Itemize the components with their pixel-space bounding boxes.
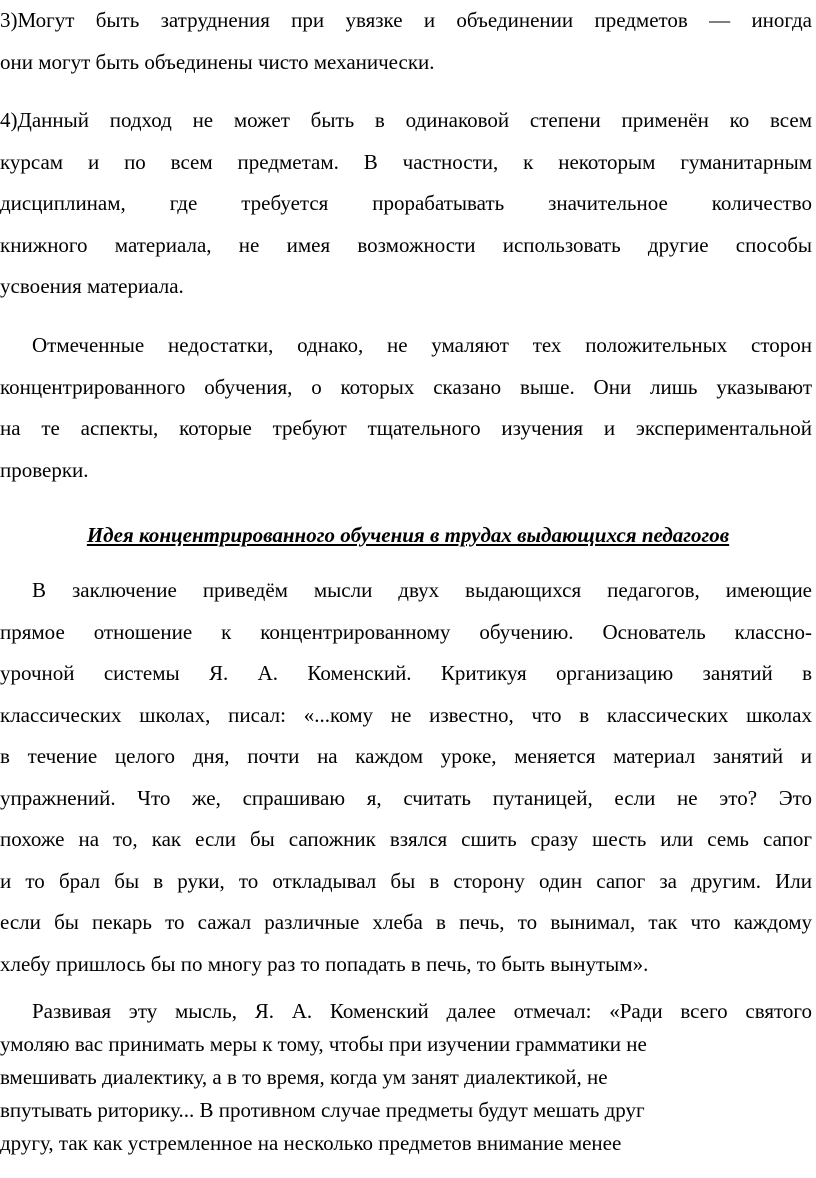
text-line: Развивая эту мысль, Я. А. Коменский далее отмечал: «Ради всего святого <box>32 999 812 1023</box>
text-line: 3)Могут быть затруднения при увязке и объединении предметов — иногда <box>0 8 812 32</box>
text-line: и то брал бы в руки, то откладывал бы в сторону один сапог за другим. Или <box>0 868 812 893</box>
paragraph-noted-drawbacks <box>0 325 812 491</box>
paragraph-difficulties-item-3 <box>0 0 812 83</box>
text-line: книжного материала, не имея возможности использовать другие способы <box>0 232 812 257</box>
text-line: умоляю вас принимать меры к тому, чтобы при изучении грамматики не <box>0 1032 647 1056</box>
text-line: они могут быть объединены чисто механически. <box>0 49 435 74</box>
text-line: усвоения материала. <box>0 274 184 298</box>
text-line: Отмеченные недостатки, однако, не умаляют тех положительных сторон <box>32 333 812 357</box>
text-line: на те аспекты, которые требуют тщательного изучения и экспериментальной <box>0 416 812 440</box>
text-line: если бы пекарь то сажал различные хлеба в печь, то вынимал, так что каждому <box>0 910 812 934</box>
text-line: хлебу пришлось бы по многу раз то попадать в печь, то быть вынутым». <box>0 951 649 976</box>
text-line: урочной системы Я. А. Коменский. Критикуя организацию занятий в <box>0 661 812 685</box>
text-line: прямое отношение к концентрированному обучению. Основатель классно- <box>0 619 812 644</box>
text-line: проверки. <box>0 457 89 482</box>
text-line: курсам и по всем предметам. В частности, к некоторым гуманитарным <box>0 149 812 174</box>
text-line: в течение целого дня, почти на каждом уроке, меняется материал занятий и <box>0 744 812 768</box>
text-line: вмешивать диалектику, а в то время, когда ум занят диалектикой, не <box>0 1065 608 1089</box>
text-line: концентрированного обучения, о которых сказано выше. Они лишь указывают <box>0 374 812 399</box>
section-heading: Идея концентрированного обучения в трудах выдающихся педагогов <box>86 523 730 547</box>
text-line: В заключение приведём мысли двух выдающихся педагогов, имеющие <box>32 578 812 602</box>
paragraph-comenius-continued <box>0 995 812 1160</box>
text-line: другу, так как устремленное на несколько предметов внимание менее <box>0 1131 622 1155</box>
paragraph-difficulties-item-4 <box>0 100 812 308</box>
text-line: впутывать риторику... В противном случае предметы будут мешать друг <box>0 1098 645 1122</box>
text-line: упражнений. Что же, спрашиваю я, считать путаницей, если не это? Это <box>0 785 812 810</box>
text-line: похоже на то, как если бы сапожник взялся сшить сразу шесть или семь сапог <box>0 827 812 851</box>
paragraph-comenius-quote <box>0 570 812 985</box>
text-line: дисциплинам, где требуется прорабатывать значительное количество <box>0 191 812 215</box>
text-line: 4)Данный подход не может быть в одинаковой степени применён ко всем <box>0 108 812 132</box>
text-line: классических школах, писал: «...кому не известно, что в классических школах <box>0 702 812 727</box>
